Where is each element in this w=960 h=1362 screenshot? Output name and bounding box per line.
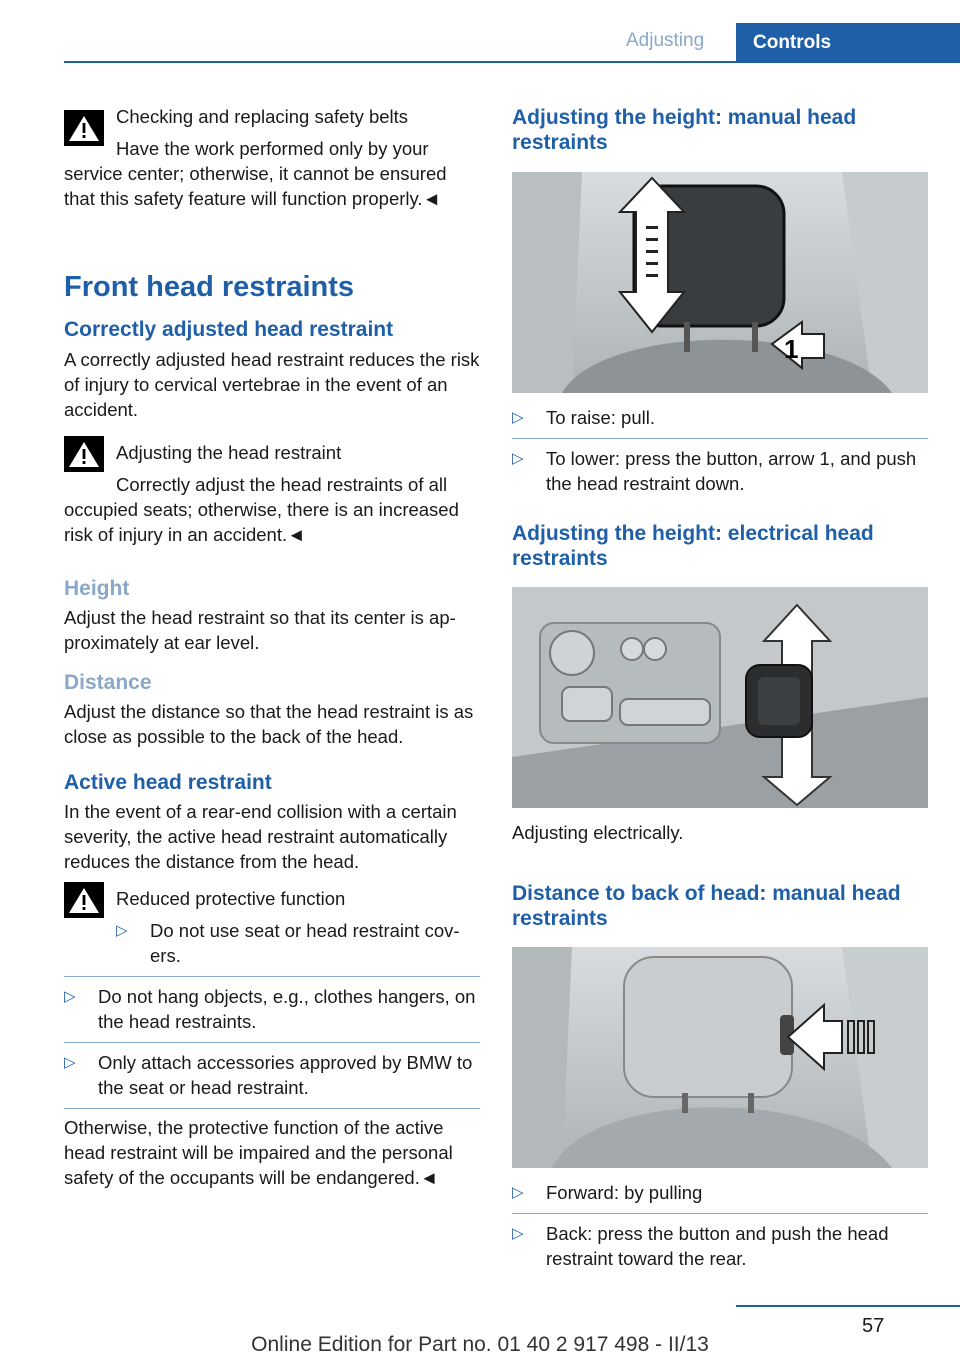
warning-line: Have the work performed only by your bbox=[116, 138, 429, 159]
subheading-distance: Distance bbox=[64, 671, 152, 694]
divider bbox=[64, 976, 480, 977]
bullet-icon: ▷ bbox=[64, 988, 76, 1005]
subheading-correct: Correctly adjusted head restraint bbox=[64, 318, 394, 341]
list-item: ▷ To lower: press the button, arrow 1, and push the head restraint down. bbox=[512, 448, 917, 494]
paragraph-correct: A correctly adjusted head restraint reduces the risk of injury to cervical vertebrae in the event of an accident. bbox=[64, 349, 480, 420]
paragraph-active: In the event of a rear-end collision with a certain severity, the active head restraint automatically reduces the distance from the head. bbox=[64, 801, 457, 872]
header-rule bbox=[64, 61, 960, 63]
bullet-icon: ▷ bbox=[512, 1225, 524, 1242]
subheading-manual-height: Adjusting the height: manual head restraints bbox=[512, 106, 857, 154]
footer-edition: Online Edition for Part no. 01 40 2 917 498 - II/13 bbox=[251, 1333, 709, 1356]
divider bbox=[64, 1108, 480, 1109]
divider bbox=[512, 1213, 928, 1214]
header-section-label: Adjusting bbox=[626, 30, 705, 51]
divider bbox=[512, 438, 928, 439]
list-item: ▷ Do not hang objects, e.g., clothes hangers, on the head restraints. bbox=[64, 986, 476, 1032]
warning-title: Checking and replacing safety belts bbox=[116, 106, 409, 127]
list-item: ▷ Only attach accessories approved by BMW to the seat or head restraint. bbox=[64, 1052, 473, 1098]
distance-list bbox=[512, 1221, 928, 1271]
warning-icon bbox=[64, 882, 104, 918]
warning-icon bbox=[64, 110, 104, 146]
head-restraint-height-photo bbox=[512, 172, 928, 393]
section-title: Front head restraints bbox=[64, 271, 355, 303]
list-item: ▷ To raise: pull. bbox=[512, 407, 655, 428]
right-column bbox=[512, 100, 928, 1271]
bullet-icon: ▷ bbox=[512, 409, 524, 426]
bullet-list bbox=[64, 984, 480, 1034]
page-number: 57 bbox=[862, 1315, 885, 1337]
bullet-icon: ▷ bbox=[64, 1054, 76, 1071]
bullet-icon: ▷ bbox=[512, 1184, 524, 1201]
subheading-height: Height bbox=[64, 577, 130, 600]
warning-title: Adjusting the head restraint bbox=[116, 442, 342, 463]
electric-switch-photo bbox=[512, 587, 928, 808]
header-chapter-tab: Controls bbox=[736, 23, 960, 63]
warning-title: Reduced protective function bbox=[116, 888, 346, 909]
caption-electric: Adjusting electrically. bbox=[512, 822, 684, 843]
warning-text: service center; otherwise, it cannot be ensured that this safety feature will function properly.◄ bbox=[64, 163, 447, 209]
list-item: ▷ Back: press the button and push the head restraint toward the rear. bbox=[512, 1223, 889, 1269]
bullet-icon: ▷ bbox=[512, 450, 524, 467]
divider bbox=[64, 1042, 480, 1043]
subheading-distance-manual: Distance to back of head: manual head restraints bbox=[512, 882, 901, 930]
subheading-active: Active head restraint bbox=[64, 771, 272, 794]
head-restraint-illustration bbox=[512, 172, 928, 393]
list-item: ▷ Do not use seat or head restraint covers. bbox=[116, 920, 460, 966]
paragraph-distance: Adjust the distance so that the head restraint is as close as possible to the back of the head. bbox=[64, 701, 474, 747]
head-restraint-distance-photo bbox=[512, 947, 928, 1168]
manual-height-list bbox=[512, 405, 928, 430]
warning-text: occupied seats; otherwise, there is an increased risk of injury in an accident.◄ bbox=[64, 499, 459, 545]
warning-icon bbox=[64, 436, 104, 472]
warning-line: Correctly adjust the head restraints of all bbox=[116, 474, 448, 495]
bullet-list bbox=[64, 1050, 480, 1100]
figure-label-1: 1 bbox=[784, 334, 799, 364]
paragraph-otherwise: Otherwise, the protective function of the active head restraint will be impaired and the personal safety of the occupants will be endangered.◄ bbox=[64, 1117, 453, 1188]
warning-adjusting bbox=[64, 440, 480, 547]
warning-reduced bbox=[64, 886, 480, 968]
left-column bbox=[64, 100, 480, 1190]
seat-switch-illustration bbox=[512, 587, 928, 808]
manual-height-list bbox=[512, 446, 928, 496]
bullet-icon: ▷ bbox=[116, 922, 128, 939]
distance-list bbox=[512, 1180, 928, 1205]
subheading-electric-height: Adjusting the height: electrical head restraints bbox=[512, 522, 874, 570]
paragraph-height: Adjust the head restraint so that its center is approximately at ear level. bbox=[64, 607, 456, 653]
distance-illustration bbox=[512, 947, 928, 1168]
warning-safety-belts bbox=[64, 100, 480, 211]
list-item: ▷ Forward: by pulling bbox=[512, 1182, 703, 1203]
footer-rule bbox=[736, 1305, 960, 1307]
